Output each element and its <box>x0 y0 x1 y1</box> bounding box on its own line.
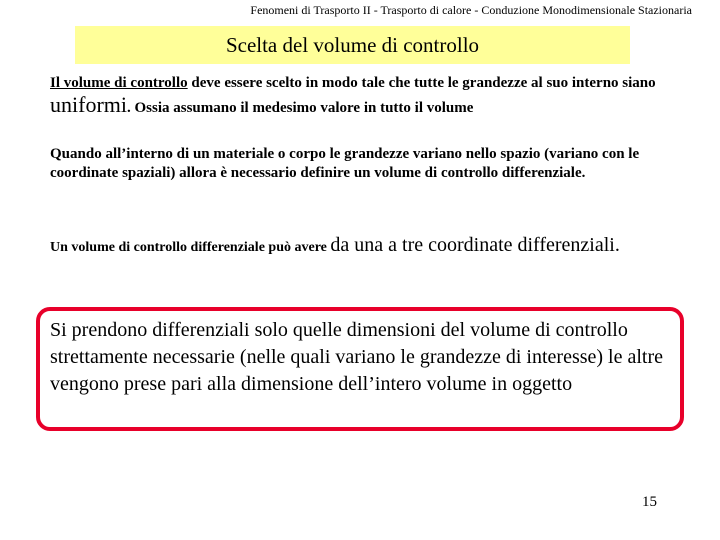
paragraph-text-a: deve essere scelto in modo tale che tutte le grandezze al suo interno siano <box>187 75 656 91</box>
paragraph-highlighted: Si prendono differenziali solo quelle dimensioni del volume di controllo strettamente necessarie (nelle quali variano le grandezze di interesse) le altre vengono prese pari alla dimensione dell’intero volume in oggetto <box>50 319 664 395</box>
page-number: 15 <box>642 494 657 510</box>
slide-header: Fenomeni di Trasporto II - Trasporto di calore - Conduzione Monodimensionale Stazionaria <box>250 3 692 17</box>
paragraph-coordinates-small: Un volume di controllo differenziale può avere <box>50 240 331 255</box>
paragraph-coordinates <box>50 232 700 261</box>
paragraph-underlined-term: Il volume di controllo <box>50 75 188 91</box>
paragraph-coordinates-large: da una a tre coordinate differenziali. <box>330 234 620 256</box>
slide-title: Scelta del volume di controllo <box>225 32 480 57</box>
paragraph-differential-volume: Quando all’interno di un materiale o corpo le grandezze variano nello spazio (variano con le coordinate spaziali) allora è necessario definire un volume di controllo differenziale. <box>50 146 640 181</box>
paragraph-text-b: . Ossia assumano il medesimo valore in tutto il volume <box>127 100 474 116</box>
paragraph-emphasis: uniformi <box>50 92 127 117</box>
slide-title-box <box>75 26 630 64</box>
paragraph-uniform-volume <box>50 72 690 119</box>
